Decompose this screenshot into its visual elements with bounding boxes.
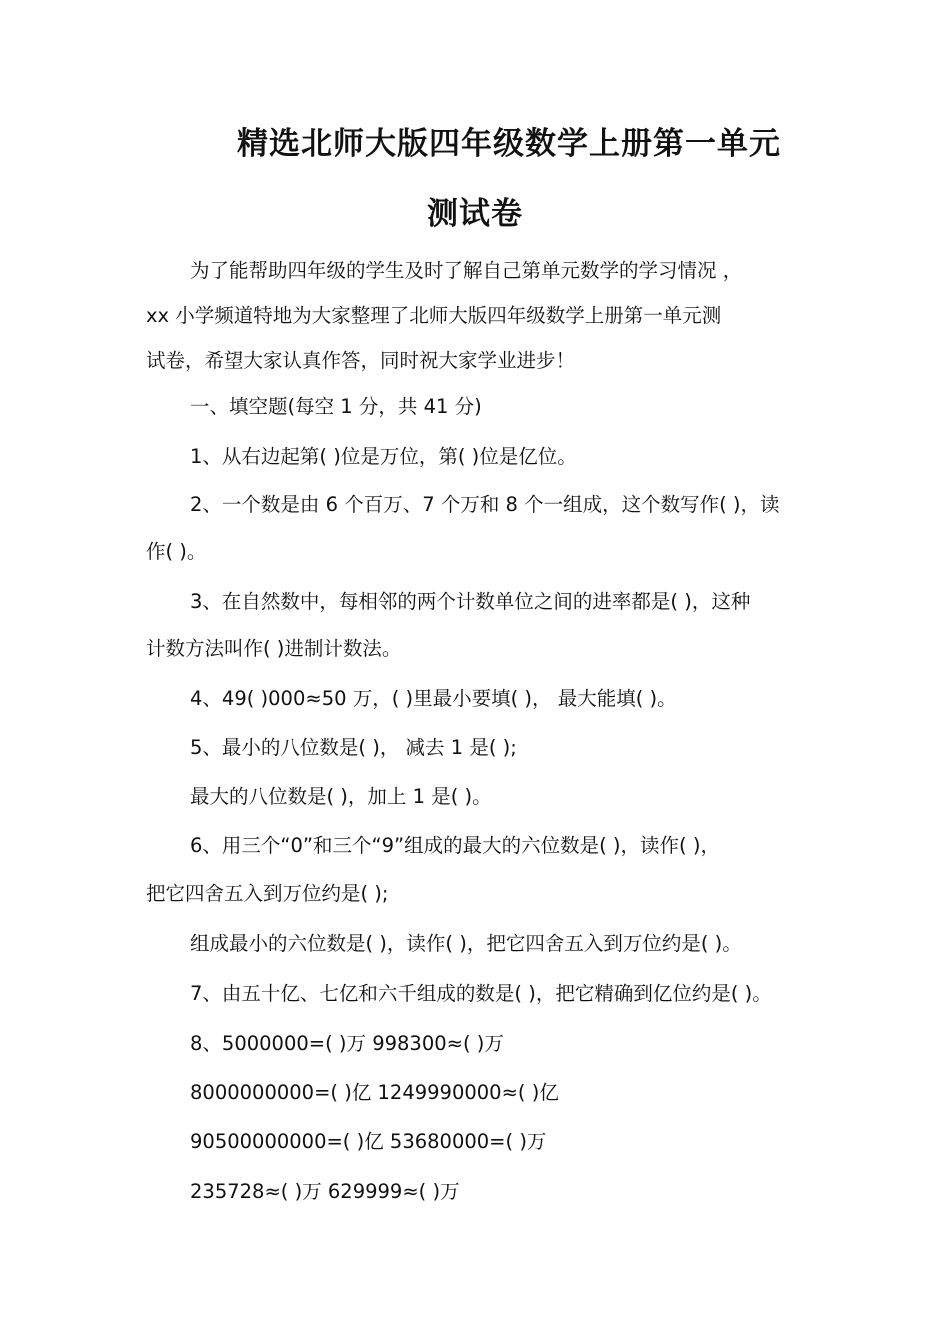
question-6-line-3: 组成最小的六位数是( )，读作( )，把它四舍五入到万位约是( )。 bbox=[190, 932, 742, 955]
question-3-line-2: 计数方法叫作( )进制计数法。 bbox=[146, 637, 402, 660]
question-8-line-2: 8000000000=( )亿 1249990000≈( )亿 bbox=[190, 1081, 559, 1104]
question-8-line-3: 90500000000=( )亿 53680000=( )万 bbox=[190, 1130, 547, 1153]
section-heading: 一、填空题(每空 1 分，共 41 分) bbox=[190, 395, 482, 418]
question-5-line-1: 5、最小的八位数是( )， 减去 1 是( ); bbox=[190, 736, 517, 759]
question-4: 4、49( )000≈50 万，( )里最小要填( )， 最大能填( )。 bbox=[190, 687, 677, 710]
question-8-line-1: 8、5000000=( )万 998300≈( )万 bbox=[190, 1032, 504, 1055]
question-5-line-2: 最大的八位数是( )，加上 1 是( )。 bbox=[190, 785, 492, 808]
question-1: 1、从右边起第( )位是万位，第( )位是亿位。 bbox=[190, 445, 577, 468]
intro-line-3: 试卷，希望大家认真作答，同时祝大家学业进步！ bbox=[146, 349, 576, 372]
intro-line-1: 为了能帮助四年级的学生及时了解自己第单元数学的学习情况 ， bbox=[190, 259, 743, 282]
document-title-line2: 测试卷 bbox=[427, 196, 523, 232]
document-title-line1: 精选北师大版四年级数学上册第一单元 bbox=[237, 126, 781, 162]
question-8-line-4: 235728≈( )万 629999≈( )万 bbox=[190, 1180, 460, 1203]
question-6-line-1: 6、用三个“0”和三个“9”组成的最大的六位数是( )，读作( )， bbox=[190, 834, 720, 857]
question-2-line-1: 2、一个数是由 6 个百万、7 个万和 8 个一组成，这个数写作( )，读 bbox=[190, 493, 780, 516]
question-2-line-2: 作( )。 bbox=[146, 540, 207, 563]
question-6-line-2: 把它四舍五入到万位约是( ); bbox=[146, 882, 389, 905]
question-3-line-1: 3、在自然数中，每相邻的两个计数单位之间的进率都是( )，这种 bbox=[190, 590, 751, 613]
question-7: 7、由五十亿、七亿和六千组成的数是( )，把它精确到亿位约是( )。 bbox=[190, 982, 772, 1005]
intro-line-2: xx 小学频道特地为大家整理了北师大版四年级数学上册第一单元测 bbox=[146, 304, 722, 327]
